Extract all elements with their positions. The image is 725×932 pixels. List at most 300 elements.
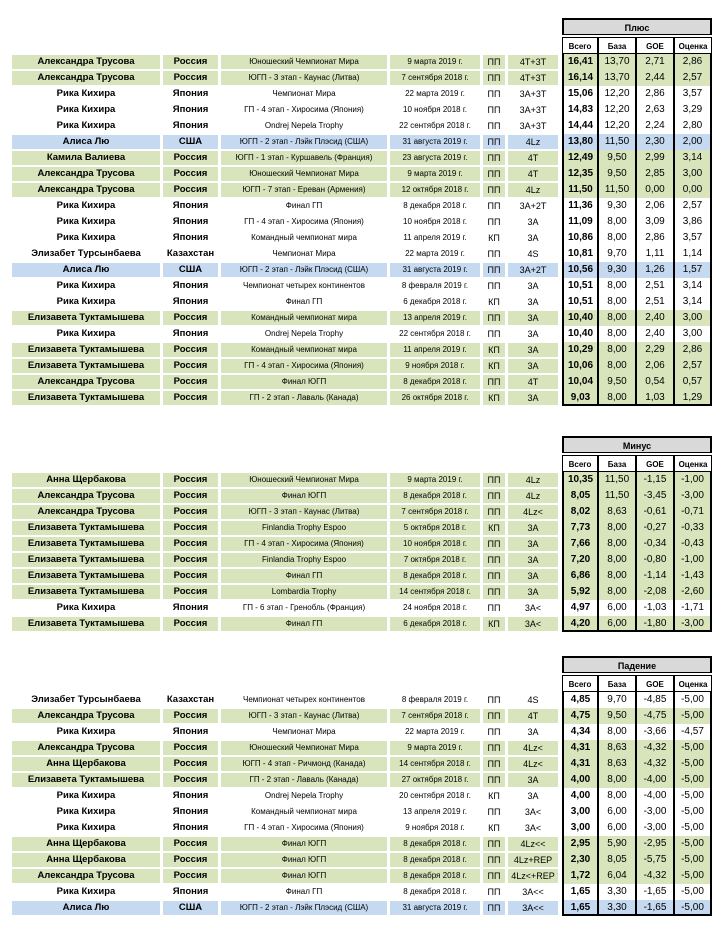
country: Япония <box>172 602 209 613</box>
column-header-base: База <box>598 675 636 692</box>
event-name: ЮГП - 1 этап - Куршавель (Франция) <box>221 151 387 165</box>
goe-value: 1,03 <box>636 390 674 406</box>
segment: ПП <box>483 375 505 389</box>
base-value: 8,63 <box>598 740 636 756</box>
total-value: 14,44 <box>562 118 598 134</box>
total-value: 8,02 <box>562 504 598 520</box>
score-value: 3,14 <box>674 278 712 294</box>
goe-value: 2,51 <box>636 278 674 294</box>
base-value: 8,63 <box>598 756 636 772</box>
event-name: Командный чемпионат мира <box>221 311 387 325</box>
base-value: 9,50 <box>598 166 636 182</box>
section-fall <box>12 656 712 916</box>
score-value: 1,14 <box>674 246 712 262</box>
skater-name: Рика Кихира <box>56 726 116 737</box>
skater-name: Александра Трусова <box>12 869 160 883</box>
section-title: Падение <box>562 656 712 673</box>
table-row <box>12 262 712 278</box>
table-row <box>12 342 712 358</box>
country: Россия <box>163 183 218 197</box>
skater-name: Александра Трусова <box>12 741 160 755</box>
total-value: 10,51 <box>562 294 598 310</box>
element: 4T <box>508 151 558 165</box>
total-value: 2,30 <box>562 852 598 868</box>
base-value: 5,90 <box>598 836 636 852</box>
total-value: 10,06 <box>562 358 598 374</box>
element: 3A <box>508 391 558 405</box>
event-date: 22 марта 2019 г. <box>405 727 465 736</box>
event-date: 13 апреля 2019 г. <box>390 311 480 325</box>
segment: ПП <box>487 89 501 99</box>
total-value: 10,86 <box>562 230 598 246</box>
event-date: 8 декабря 2018 г. <box>390 489 480 503</box>
score-value: -5,00 <box>674 868 712 884</box>
country: Россия <box>163 71 218 85</box>
event-date: 9 марта 2019 г. <box>390 741 480 755</box>
total-value: 4,31 <box>562 756 598 772</box>
total-value: 6,86 <box>562 568 598 584</box>
goe-value: 0,54 <box>636 374 674 390</box>
skater-name: Рика Кихира <box>56 328 116 339</box>
event-name: ГП - 4 этап - Хиросима (Япония) <box>244 217 364 226</box>
skater-name: Елизавета Туктамышева <box>12 343 160 357</box>
event-date: 6 декабря 2018 г. <box>403 297 467 306</box>
element: 4Lz<+REP <box>508 869 558 883</box>
event-name: ЮГП - 3 этап - Каунас (Литва) <box>221 505 387 519</box>
segment: ПП <box>483 55 505 69</box>
total-value: 2,95 <box>562 836 598 852</box>
country: Россия <box>163 391 218 405</box>
base-value: 9,50 <box>598 708 636 724</box>
country: Россия <box>163 617 218 631</box>
event-name: Командный чемпионат мира <box>221 343 387 357</box>
skater-name: Елизавета Туктамышева <box>12 553 160 567</box>
table-row <box>12 166 712 182</box>
goe-value: -2,08 <box>636 584 674 600</box>
country: Япония <box>172 328 209 339</box>
goe-value: -3,00 <box>636 804 674 820</box>
base-value: 8,00 <box>598 214 636 230</box>
segment: ПП <box>483 489 505 503</box>
base-value: 9,30 <box>598 262 636 278</box>
goe-value: 0,00 <box>636 182 674 198</box>
segment: ПП <box>483 71 505 85</box>
table-row <box>12 756 712 772</box>
element: 3A <box>527 727 539 737</box>
table-row <box>12 724 712 740</box>
score-value: -5,00 <box>674 820 712 836</box>
segment: ПП <box>483 757 505 771</box>
goe-value: -5,75 <box>636 852 674 868</box>
skater-name: Рика Кихира <box>56 280 116 291</box>
goe-value: -2,95 <box>636 836 674 852</box>
base-value: 8,00 <box>598 326 636 342</box>
segment: ПП <box>483 537 505 551</box>
event-date: 7 сентября 2018 г. <box>390 71 480 85</box>
table-row <box>12 102 712 118</box>
goe-value: -0,80 <box>636 552 674 568</box>
column-header-goe: GOE <box>636 455 674 472</box>
country: Япония <box>172 280 209 291</box>
score-value: 1,29 <box>674 390 712 406</box>
total-value: 10,04 <box>562 374 598 390</box>
event-name: Чемпионат четырех континентов <box>243 695 365 704</box>
base-value: 9,30 <box>598 198 636 214</box>
event-date: 8 февраля 2019 г. <box>401 281 469 290</box>
table-row <box>12 740 712 756</box>
event-date: 8 декабря 2018 г. <box>390 375 480 389</box>
country: Россия <box>163 343 218 357</box>
segment: КП <box>483 359 505 373</box>
skater-name: Рика Кихира <box>56 296 116 307</box>
country: Япония <box>172 806 209 817</box>
base-value: 8,63 <box>598 504 636 520</box>
skater-name: Анна Щербакова <box>12 853 160 867</box>
segment: ПП <box>483 263 505 277</box>
total-value: 11,50 <box>562 182 598 198</box>
total-value: 12,35 <box>562 166 598 182</box>
skater-name: Елизавета Туктамышева <box>12 537 160 551</box>
event-name: Финал ГП <box>221 569 387 583</box>
goe-value: -0,61 <box>636 504 674 520</box>
table-row <box>12 616 712 632</box>
table-row <box>12 788 712 804</box>
total-value: 4,31 <box>562 740 598 756</box>
table-row <box>12 246 712 262</box>
table-row <box>12 326 712 342</box>
segment: ПП <box>487 249 501 259</box>
total-value: 3,00 <box>562 820 598 836</box>
table-row <box>12 358 712 374</box>
table-row <box>12 278 712 294</box>
country: Россия <box>163 585 218 599</box>
country: Япония <box>172 104 209 115</box>
total-value: 14,83 <box>562 102 598 118</box>
event-name: Финал ЮГП <box>221 489 387 503</box>
country: Россия <box>163 473 218 487</box>
element: 4T+3T <box>508 55 558 69</box>
element: 3A+3T <box>519 105 547 115</box>
country: Казахстан <box>166 248 215 259</box>
element: 4T <box>508 709 558 723</box>
event-name: Юношеский Чемпионат Мира <box>221 473 387 487</box>
segment: ПП <box>483 853 505 867</box>
country: США <box>163 263 218 277</box>
event-date: 10 ноября 2018 г. <box>403 217 467 226</box>
element: 4Lz<< <box>508 837 558 851</box>
element: 4T <box>508 375 558 389</box>
segment: ПП <box>483 505 505 519</box>
score-value: -5,00 <box>674 772 712 788</box>
event-name: Юношеский Чемпионат Мира <box>221 741 387 755</box>
element: 4S <box>527 695 539 705</box>
segment: КП <box>483 343 505 357</box>
total-value: 10,35 <box>562 472 598 488</box>
event-date: 10 ноября 2018 г. <box>403 105 467 114</box>
segment: ПП <box>483 553 505 567</box>
element: 3A <box>527 791 539 801</box>
score-value: 3,00 <box>674 326 712 342</box>
country: Россия <box>163 167 218 181</box>
country: Россия <box>163 521 218 535</box>
table-row <box>12 692 712 708</box>
skater-name: Елизавета Туктамышева <box>12 617 160 631</box>
segment: ПП <box>487 887 501 897</box>
column-header-row <box>12 37 712 54</box>
score-value: -0,43 <box>674 536 712 552</box>
total-value: 4,75 <box>562 708 598 724</box>
skater-name: Рика Кихира <box>56 602 116 613</box>
skater-name: Камила Валиева <box>12 151 160 165</box>
base-value: 8,00 <box>598 568 636 584</box>
score-value: -1,71 <box>674 600 712 616</box>
total-value: 10,81 <box>562 246 598 262</box>
country: Россия <box>163 55 218 69</box>
event-date: 11 апреля 2019 г. <box>403 233 467 242</box>
goe-value: 3,09 <box>636 214 674 230</box>
event-date: 9 марта 2019 г. <box>390 55 480 69</box>
event-name: Finlandia Trophy Espoo <box>221 521 387 535</box>
column-header-row <box>12 455 712 472</box>
segment: ПП <box>483 167 505 181</box>
segment: ПП <box>483 473 505 487</box>
segment: ПП <box>487 105 501 115</box>
score-value: -1,00 <box>674 472 712 488</box>
base-value: 12,20 <box>598 102 636 118</box>
column-header-total: Всего <box>562 37 598 54</box>
element: 4T+3T <box>508 71 558 85</box>
score-value: -5,00 <box>674 804 712 820</box>
segment: КП <box>488 823 500 833</box>
table-row <box>12 294 712 310</box>
element: 3A<< <box>522 887 544 897</box>
score-value: -5,00 <box>674 740 712 756</box>
country: Россия <box>163 757 218 771</box>
element: 3A <box>527 217 539 227</box>
element: 3A <box>508 311 558 325</box>
element: 3A< <box>524 823 542 833</box>
country: Казахстан <box>166 694 215 705</box>
goe-value: -1,15 <box>636 472 674 488</box>
total-value: 11,09 <box>562 214 598 230</box>
total-value: 9,03 <box>562 390 598 406</box>
segment: ПП <box>487 603 501 613</box>
element: 4S <box>527 249 539 259</box>
event-date: 7 октября 2018 г. <box>390 553 480 567</box>
event-name: ГП - 4 этап - Хиросима (Япония) <box>244 105 364 114</box>
base-value: 8,00 <box>598 390 636 406</box>
event-date: 22 марта 2019 г. <box>405 89 465 98</box>
score-value: -5,00 <box>674 708 712 724</box>
country: Россия <box>163 151 218 165</box>
base-value: 6,04 <box>598 868 636 884</box>
event-date: 13 апреля 2019 г. <box>403 807 467 816</box>
element: 3A <box>527 329 539 339</box>
total-value: 10,29 <box>562 342 598 358</box>
event-date: 20 сентября 2018 г. <box>399 791 471 800</box>
segment: КП <box>488 297 500 307</box>
base-value: 8,00 <box>598 342 636 358</box>
goe-value: 2,86 <box>636 86 674 102</box>
event-date: 9 ноября 2018 г. <box>405 823 465 832</box>
total-value: 7,20 <box>562 552 598 568</box>
segment: ПП <box>487 201 501 211</box>
score-value: 2,80 <box>674 118 712 134</box>
country: Россия <box>163 375 218 389</box>
table-row <box>12 568 712 584</box>
skater-name: Алиса Лю <box>12 263 160 277</box>
event-name: Финал ГП <box>285 201 323 210</box>
base-value: 6,00 <box>598 600 636 616</box>
event-date: 11 апреля 2019 г. <box>390 343 480 357</box>
goe-value: -4,32 <box>636 756 674 772</box>
total-value: 7,66 <box>562 536 598 552</box>
score-value: -3,00 <box>674 488 712 504</box>
element: 3A <box>508 537 558 551</box>
event-name: Lombardia Trophy <box>221 585 387 599</box>
segment: ПП <box>483 773 505 787</box>
skater-name: Анна Щербакова <box>12 757 160 771</box>
base-value: 9,50 <box>598 374 636 390</box>
country: Россия <box>163 773 218 787</box>
segment: ПП <box>487 695 501 705</box>
table-row <box>12 804 712 820</box>
event-date: 9 ноября 2018 г. <box>390 359 480 373</box>
element: 4Lz< <box>508 741 558 755</box>
total-value: 4,85 <box>562 692 598 708</box>
country: Япония <box>172 886 209 897</box>
table-row <box>12 54 712 70</box>
score-value: -5,00 <box>674 884 712 900</box>
segment: ПП <box>483 837 505 851</box>
element: 3A+2T <box>519 201 547 211</box>
event-date: 31 августа 2019 г. <box>390 263 480 277</box>
table-row <box>12 472 712 488</box>
event-name: Чемпионат Мира <box>272 249 336 258</box>
event-date: 14 сентября 2018 г. <box>390 757 480 771</box>
country: Япония <box>172 216 209 227</box>
base-value: 8,00 <box>598 788 636 804</box>
table-row <box>12 836 712 852</box>
score-value: 2,57 <box>674 70 712 86</box>
table-row <box>12 118 712 134</box>
column-header-goe: GOE <box>636 37 674 54</box>
segment: КП <box>488 791 500 801</box>
country: Япония <box>172 790 209 801</box>
skater-name: Елизавета Туктамышева <box>12 773 160 787</box>
event-date: 9 марта 2019 г. <box>390 167 480 181</box>
table-row <box>12 230 712 246</box>
goe-value: 2,63 <box>636 102 674 118</box>
section-header <box>12 18 712 37</box>
country: Россия <box>163 853 218 867</box>
table-row <box>12 520 712 536</box>
country: Япония <box>172 822 209 833</box>
base-value: 11,50 <box>598 472 636 488</box>
column-header-score: Оценка <box>674 675 712 692</box>
goe-value: 2,30 <box>636 134 674 150</box>
event-date: 31 августа 2019 г. <box>390 135 480 149</box>
event-name: Ondrej Nepela Trophy <box>264 121 344 130</box>
goe-value: -4,32 <box>636 740 674 756</box>
goe-value: -3,66 <box>636 724 674 740</box>
base-value: 8,00 <box>598 552 636 568</box>
country: Япония <box>172 120 209 131</box>
skater-name: Анна Щербакова <box>12 473 160 487</box>
score-value: -5,00 <box>674 788 712 804</box>
event-name: ЮГП - 2 этап - Лэйк Плэсид (США) <box>221 263 387 277</box>
element: 4Lz+REP <box>508 853 558 867</box>
goe-value: -1,65 <box>636 900 674 916</box>
skater-name: Рика Кихира <box>56 232 116 243</box>
event-name: ГП - 2 этап - Лаваль (Канада) <box>221 773 387 787</box>
event-name: Ondrej Nepela Trophy <box>264 329 344 338</box>
skater-name: Рика Кихира <box>56 216 116 227</box>
table-row <box>12 150 712 166</box>
element: 3A <box>508 569 558 583</box>
skater-name: Элизабет Турсынбаева <box>31 694 141 705</box>
goe-value: 2,29 <box>636 342 674 358</box>
segment: ПП <box>487 121 501 131</box>
goe-value: -0,27 <box>636 520 674 536</box>
table-row <box>12 310 712 326</box>
country: Россия <box>163 869 218 883</box>
score-value: 3,00 <box>674 166 712 182</box>
section-header <box>12 656 712 675</box>
total-value: 1,65 <box>562 900 598 916</box>
section-title: Плюс <box>562 18 712 35</box>
section-minus <box>12 436 712 632</box>
total-value: 3,00 <box>562 804 598 820</box>
event-date: 23 августа 2019 г. <box>390 151 480 165</box>
base-value: 8,00 <box>598 584 636 600</box>
element: 3A <box>508 773 558 787</box>
skater-name: Рика Кихира <box>56 790 116 801</box>
goe-value: -4,32 <box>636 868 674 884</box>
goe-value: 2,24 <box>636 118 674 134</box>
goe-value: -3,45 <box>636 488 674 504</box>
segment: ПП <box>483 569 505 583</box>
event-date: 14 сентября 2018 г. <box>390 585 480 599</box>
total-value: 10,56 <box>562 262 598 278</box>
element: 4Lz <box>508 183 558 197</box>
segment: КП <box>483 391 505 405</box>
element: 3A <box>508 359 558 373</box>
column-header-base: База <box>598 455 636 472</box>
base-value: 8,00 <box>598 772 636 788</box>
table-row <box>12 536 712 552</box>
table-row <box>12 772 712 788</box>
goe-value: 2,44 <box>636 70 674 86</box>
base-value: 8,00 <box>598 294 636 310</box>
element: 4T <box>508 167 558 181</box>
element: 3A <box>527 281 539 291</box>
total-value: 7,73 <box>562 520 598 536</box>
event-name: Юношеский Чемпионат Мира <box>221 55 387 69</box>
element: 3A <box>508 585 558 599</box>
element: 3A<< <box>508 901 558 915</box>
event-date: 22 марта 2019 г. <box>405 249 465 258</box>
event-name: Чемпионат Мира <box>272 727 336 736</box>
element: 4Lz <box>508 135 558 149</box>
total-value: 4,00 <box>562 772 598 788</box>
event-name: Юношеский Чемпионат Мира <box>221 167 387 181</box>
base-value: 6,00 <box>598 616 636 632</box>
goe-value: 2,40 <box>636 326 674 342</box>
skater-name: Елизавета Туктамышева <box>12 311 160 325</box>
base-value: 11,50 <box>598 134 636 150</box>
skater-name: Елизавета Туктамышева <box>12 569 160 583</box>
